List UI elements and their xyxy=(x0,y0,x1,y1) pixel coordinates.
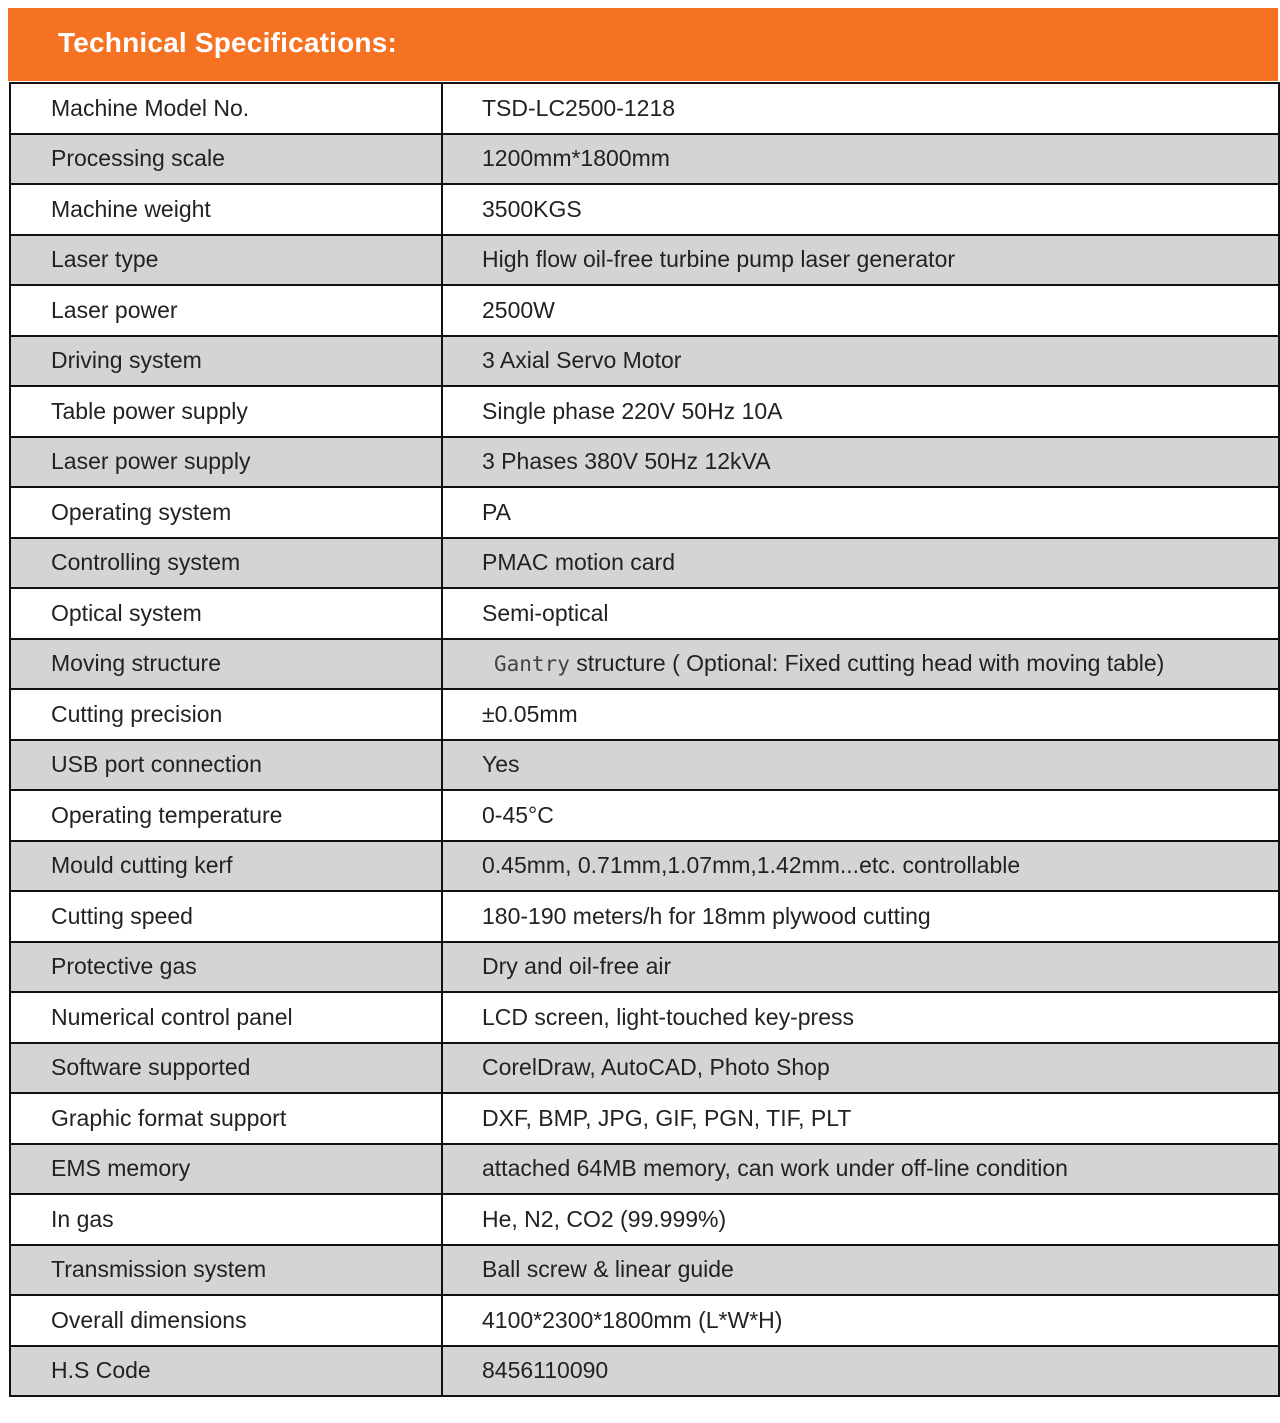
spec-value-prefix: Gantry xyxy=(494,652,570,677)
spec-label: In gas xyxy=(10,1194,442,1245)
spec-label: Overall dimensions xyxy=(10,1295,442,1346)
table-row xyxy=(10,689,1279,740)
table-row xyxy=(10,336,1279,387)
spec-label: Operating temperature xyxy=(10,790,442,841)
spec-label: Numerical control panel xyxy=(10,992,442,1043)
spec-label: H.S Code xyxy=(10,1346,442,1397)
table-row xyxy=(10,437,1279,488)
spec-label: EMS memory xyxy=(10,1144,442,1195)
spec-value: 3 Axial Servo Motor xyxy=(442,336,1279,387)
table-row xyxy=(10,1245,1279,1296)
spec-label: Cutting speed xyxy=(10,891,442,942)
spec-label: Optical system xyxy=(10,588,442,639)
spec-value: Yes xyxy=(442,740,1279,791)
spec-label: Moving structure xyxy=(10,639,442,690)
table-row xyxy=(10,942,1279,993)
table-row xyxy=(10,1194,1279,1245)
spec-value: 3500KGS xyxy=(442,184,1279,235)
table-row xyxy=(10,588,1279,639)
spec-label: Laser type xyxy=(10,235,442,286)
spec-value: Semi-optical xyxy=(442,588,1279,639)
table-row xyxy=(10,235,1279,286)
spec-value: PA xyxy=(442,487,1279,538)
table-row xyxy=(10,1093,1279,1144)
table-row xyxy=(10,1043,1279,1094)
spec-value: 0.45mm, 0.71mm,1.07mm,1.42mm...etc. controllable xyxy=(442,841,1279,892)
spec-value: 180-190 meters/h for 18mm plywood cutting xyxy=(442,891,1279,942)
spec-value: 3 Phases 380V 50Hz 12kVA xyxy=(442,437,1279,488)
table-row xyxy=(10,992,1279,1043)
spec-value: CorelDraw, AutoCAD, Photo Shop xyxy=(442,1043,1279,1094)
spec-label: Laser power xyxy=(10,285,442,336)
table-row xyxy=(10,790,1279,841)
spec-value: High flow oil-free turbine pump laser generator xyxy=(442,235,1279,286)
table-row xyxy=(10,740,1279,791)
spec-value: 0-45°C xyxy=(442,790,1279,841)
table-row xyxy=(10,639,1279,690)
spec-value: Dry and oil-free air xyxy=(442,942,1279,993)
spec-value: 4100*2300*1800mm (L*W*H) xyxy=(442,1295,1279,1346)
table-row xyxy=(10,285,1279,336)
table-row xyxy=(10,134,1279,185)
spec-label: Protective gas xyxy=(10,942,442,993)
spec-label: Graphic format support xyxy=(10,1093,442,1144)
spec-label: Software supported xyxy=(10,1043,442,1094)
spec-value: 2500W xyxy=(442,285,1279,336)
table-row xyxy=(10,487,1279,538)
spec-value: He, N2, CO2 (99.999%) xyxy=(442,1194,1279,1245)
table-row xyxy=(10,891,1279,942)
spec-value-text: structure ( Optional: Fixed cutting head with moving table) xyxy=(576,650,1165,677)
spec-label: Driving system xyxy=(10,336,442,387)
spec-value: 1200mm*1800mm xyxy=(442,134,1279,185)
spec-table-body xyxy=(10,83,1279,1396)
table-row xyxy=(10,386,1279,437)
spec-label: Laser power supply xyxy=(10,437,442,488)
spec-label: USB port connection xyxy=(10,740,442,791)
spec-value: ±0.05mm xyxy=(442,689,1279,740)
spec-value xyxy=(442,639,1279,690)
table-row xyxy=(10,1346,1279,1397)
spec-label: Table power supply xyxy=(10,386,442,437)
spec-label: Controlling system xyxy=(10,538,442,589)
spec-value: PMAC motion card xyxy=(442,538,1279,589)
spec-label: Processing scale xyxy=(10,134,442,185)
table-row xyxy=(10,83,1279,134)
spec-value: LCD screen, light-touched key-press xyxy=(442,992,1279,1043)
spec-value: Single phase 220V 50Hz 10A xyxy=(442,386,1279,437)
spec-value: Ball screw & linear guide xyxy=(442,1245,1279,1296)
spec-value: DXF, BMP, JPG, GIF, PGN, TIF, PLT xyxy=(442,1093,1279,1144)
spec-label: Machine Model No. xyxy=(10,83,442,134)
table-row xyxy=(10,841,1279,892)
spec-label: Mould cutting kerf xyxy=(10,841,442,892)
table-row xyxy=(10,1295,1279,1346)
spec-label: Operating system xyxy=(10,487,442,538)
spec-header-banner xyxy=(8,8,1278,81)
table-row xyxy=(10,538,1279,589)
table-row xyxy=(10,184,1279,235)
spec-value: attached 64MB memory, can work under off-line condition xyxy=(442,1144,1279,1195)
spec-label: Transmission system xyxy=(10,1245,442,1296)
spec-value: TSD-LC2500-1218 xyxy=(442,83,1279,134)
page-title: Technical Specifications: xyxy=(58,27,398,58)
spec-label: Machine weight xyxy=(10,184,442,235)
table-row xyxy=(10,1144,1279,1195)
spec-table xyxy=(9,82,1280,1397)
spec-value: 8456110090 xyxy=(442,1346,1279,1397)
spec-label: Cutting precision xyxy=(10,689,442,740)
